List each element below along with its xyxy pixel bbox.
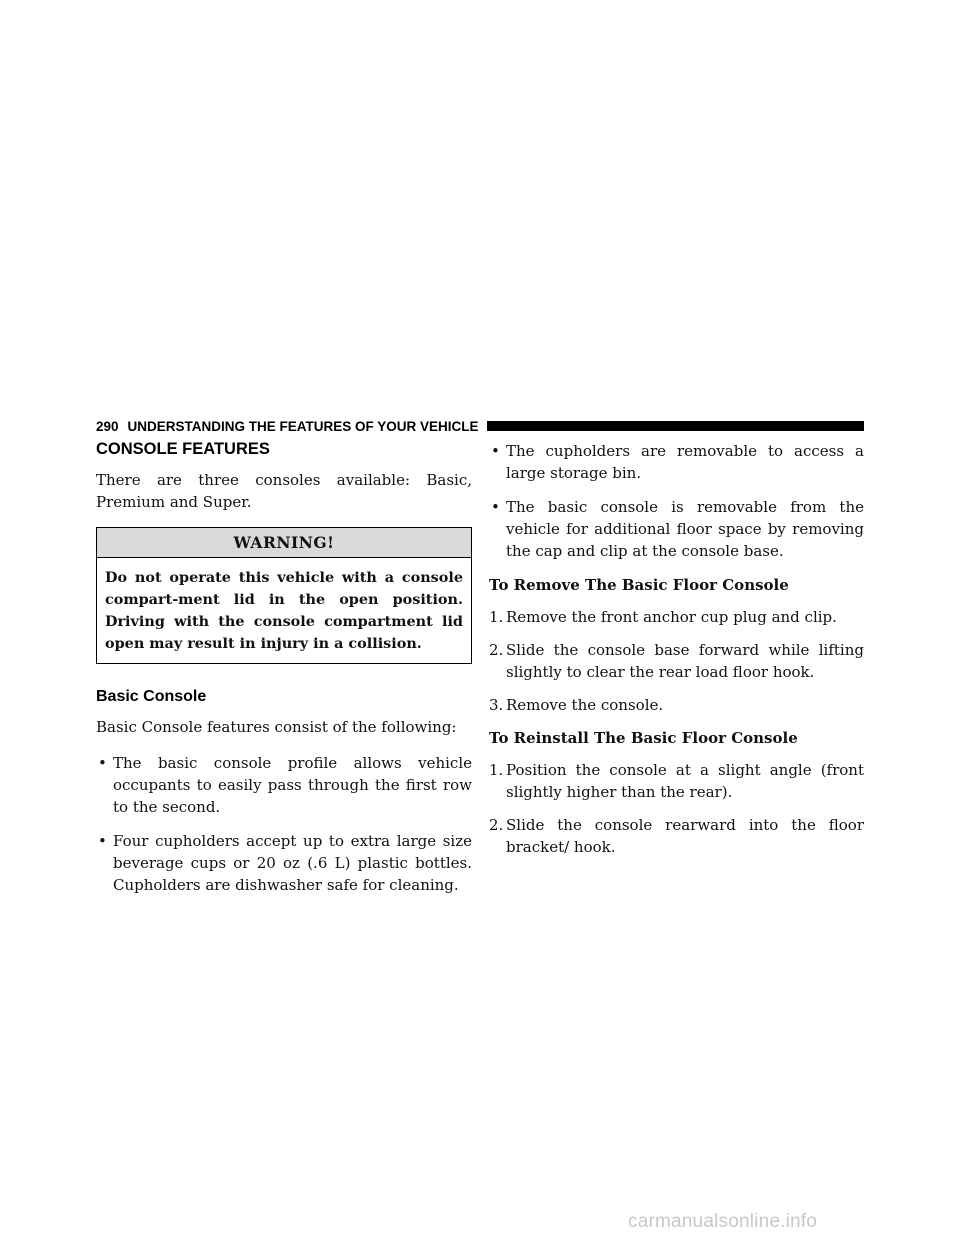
reinstall-procedure-title: To Reinstall The Basic Floor Console xyxy=(489,729,798,747)
remove-procedure-title: To Remove The Basic Floor Console xyxy=(489,576,789,594)
step-number: 2. xyxy=(489,641,504,659)
watermark-link[interactable]: carmanualsonline.info xyxy=(628,1211,818,1232)
feature-list xyxy=(96,752,472,896)
reinstall-steps xyxy=(489,759,864,858)
list-item xyxy=(489,440,864,484)
page-number: 290 xyxy=(96,418,119,434)
bullet-icon: • xyxy=(98,754,107,772)
step-text: Slide the console base forward while lifting slightly to clear the rear load floor hook. xyxy=(506,641,864,681)
list-item xyxy=(96,752,472,818)
step-item xyxy=(489,606,864,628)
bullet-icon: • xyxy=(491,442,500,460)
list-item-text: Four cupholders accept up to extra large size beverage cups or 20 oz (.6 L) plastic bottles. Cupholders are dishwasher safe for cleaning. xyxy=(113,832,472,894)
running-title: UNDERSTANDING THE FEATURES OF YOUR VEHICLE xyxy=(127,418,479,434)
step-number: 1. xyxy=(489,761,504,779)
step-item xyxy=(489,694,864,716)
list-item xyxy=(489,496,864,562)
bullet-icon: • xyxy=(491,498,500,516)
warning-box xyxy=(96,527,472,664)
step-item xyxy=(489,639,864,683)
bullet-icon: • xyxy=(98,832,107,850)
list-item xyxy=(96,830,472,896)
step-number: 3. xyxy=(489,696,504,714)
header-rule xyxy=(487,421,864,431)
step-text: Slide the console rearward into the floor bracket/ hook. xyxy=(506,816,864,856)
remove-steps xyxy=(489,606,864,716)
step-item xyxy=(489,759,864,803)
step-number: 2. xyxy=(489,816,504,834)
subsection-title: Basic Console xyxy=(96,688,207,705)
step-item xyxy=(489,814,864,858)
warning-heading: WARNING! xyxy=(97,528,471,558)
intro-paragraph: There are three consoles available: Basic, Premium and Super. xyxy=(96,471,472,511)
right-column xyxy=(489,440,864,869)
running-header xyxy=(96,416,864,436)
list-item-text: The cupholders are removable to access a large storage bin. xyxy=(506,442,864,482)
step-text: Position the console at a slight angle (front slightly higher than the rear). xyxy=(506,761,864,801)
list-item-text: The basic console is removable from the vehicle for additional floor space by removing the cap and clip at the console base. xyxy=(506,498,864,560)
step-text: Remove the front anchor cup plug and clip. xyxy=(506,608,837,626)
section-title: CONSOLE FEATURES xyxy=(96,440,270,458)
list-item-text: The basic console profile allows vehicle occupants to easily pass through the first row to the second. xyxy=(113,754,472,816)
feature-list xyxy=(489,440,864,562)
subsection-intro: Basic Console features consist of the following: xyxy=(96,718,457,736)
step-text: Remove the console. xyxy=(506,696,664,714)
step-number: 1. xyxy=(489,608,504,626)
warning-text: Do not operate this vehicle with a console compart-ment lid in the open position. Driving with the console compartment lid open may result in injury in a collision. xyxy=(105,569,463,652)
left-column xyxy=(96,440,472,908)
